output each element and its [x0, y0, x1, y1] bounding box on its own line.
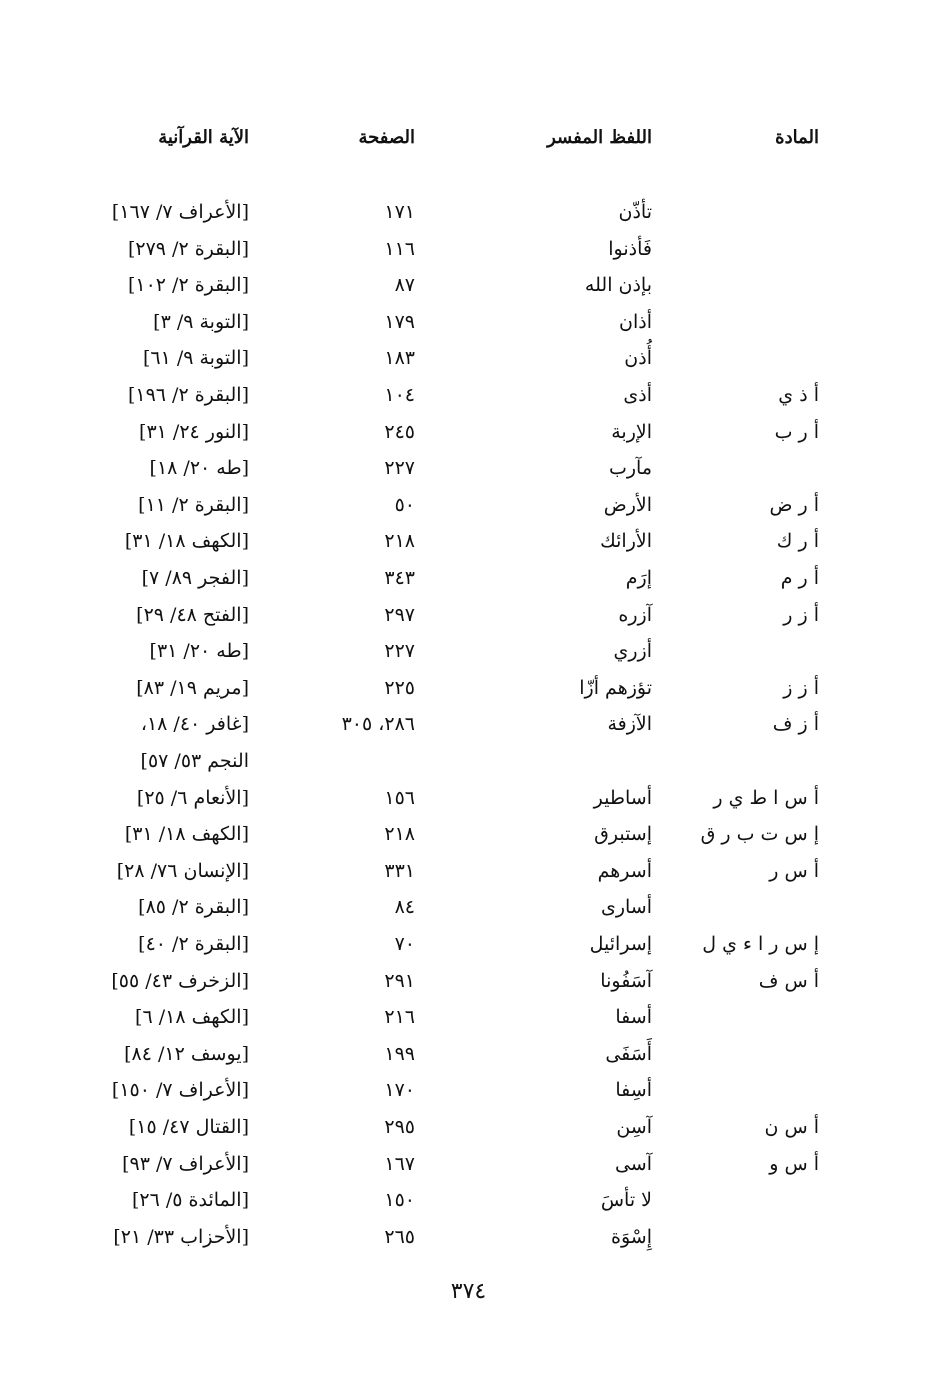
- page-cell: ٢٩١: [384, 970, 415, 992]
- page-cell: ٢٢٧: [384, 640, 415, 662]
- word-cell: أساطير: [593, 787, 652, 809]
- page-cell: ٢١٨: [384, 530, 415, 552]
- verse-cell: [مريم ١٩/ ٨٣]: [136, 677, 249, 699]
- root-cell: إ س ر ا ء ي ل: [702, 933, 819, 955]
- word-cell: آزره: [618, 604, 652, 626]
- root-cell: إ س ت ب ر ق: [700, 823, 819, 845]
- word-cell: إسرائيل: [589, 933, 652, 955]
- page-cell: ٢٦٥: [384, 1226, 415, 1248]
- page-cell: ١٧٩: [384, 311, 415, 333]
- page-cell: ٣٣١: [384, 860, 415, 882]
- verse-cell: [الأعراف ٧/ ٩٣]: [122, 1153, 249, 1175]
- word-cell: آسى: [614, 1153, 652, 1175]
- page-cell: ٢٨٦، ٣٠٥: [341, 713, 415, 735]
- header-verse: الآية القرآنية: [158, 127, 249, 148]
- verse-cell: [التوبة ٩/ ٣]: [153, 311, 249, 333]
- page-cell: ٧٠: [394, 933, 415, 955]
- word-cell: أذى: [623, 384, 652, 406]
- header-root: المادة: [775, 127, 819, 148]
- page-cell: ١٥٠: [384, 1189, 415, 1211]
- page-cell: ١٨٣: [384, 347, 415, 369]
- root-cell: أ س و: [769, 1153, 819, 1175]
- page-cell: ٢١٨: [384, 823, 415, 845]
- root-cell: أ ر ب: [774, 421, 819, 443]
- verse-cell: [الأحزاب ٣٣/ ٢١]: [113, 1226, 249, 1248]
- page-cell: ٢٤٥: [384, 421, 415, 443]
- root-cell: أ ز ف: [772, 713, 819, 735]
- root-cell: أ ز ز: [783, 677, 819, 699]
- word-cell: آسَفُونا: [600, 970, 652, 992]
- verse-cell: [الأعراف ٧/ ١٦٧]: [111, 201, 249, 223]
- verse-cell: [الكهف ١٨/ ٣١]: [124, 530, 249, 552]
- word-cell: إستبرق: [594, 823, 652, 845]
- page-cell: ١١٦: [384, 238, 415, 260]
- word-cell: بإذن الله: [584, 274, 652, 296]
- page-cell: ٢٩٧: [384, 604, 415, 626]
- page-cell: ٣٤٣: [384, 567, 415, 589]
- word-cell: أزري: [613, 640, 652, 662]
- word-cell: آسِن: [616, 1116, 652, 1138]
- word-cell: الآزفة: [607, 713, 652, 735]
- word-cell: إرَم: [625, 567, 652, 589]
- word-cell: مآرب: [608, 457, 652, 479]
- page-cell: ٢٢٥: [384, 677, 415, 699]
- page-number: ٣٧٤: [450, 1279, 487, 1304]
- verse-cell: [الإنسان ٧٦/ ٢٨]: [116, 860, 249, 882]
- verse-cell: النجم ٥٣/ ٥٧]: [140, 750, 249, 772]
- header-page: الصفحة: [358, 127, 415, 148]
- verse-cell: [البقرة ٢/ ٤٠]: [138, 933, 249, 955]
- verse-cell: [الفتح ٤٨/ ٢٩]: [136, 604, 249, 626]
- page-cell: ٥٠: [394, 494, 415, 516]
- verse-cell: [المائدة ٥/ ٢٦]: [131, 1189, 249, 1211]
- page-cell: ١٧٠: [384, 1079, 415, 1101]
- word-cell: الإربة: [611, 421, 652, 443]
- verse-cell: [الأنعام ٦/ ٢٥]: [136, 787, 249, 809]
- page-cell: ١٧١: [384, 201, 415, 223]
- verse-cell: [الكهف ١٨/ ٣١]: [124, 823, 249, 845]
- page-cell: ٨٤: [394, 896, 415, 918]
- header-word: اللفظ المفسر: [547, 127, 652, 148]
- word-cell: أسِفا: [615, 1079, 652, 1101]
- word-cell: أسارى: [600, 896, 652, 918]
- word-cell: إِسْوَة: [611, 1226, 652, 1248]
- verse-cell: [النور ٢٤/ ٣١]: [139, 421, 249, 443]
- root-cell: أ ر ض: [769, 494, 819, 516]
- page-cell: ١٥٦: [384, 787, 415, 809]
- root-cell: أ ر م: [780, 567, 819, 589]
- root-cell: أ س ر: [769, 860, 819, 882]
- word-cell: فَأذنوا: [608, 238, 652, 260]
- root-cell: أ ر ك: [776, 530, 819, 552]
- verse-cell: [يوسف ١٢/ ٨٤]: [124, 1043, 249, 1065]
- page-cell: ٢١٦: [384, 1006, 415, 1028]
- verse-cell: [الكهف ١٨/ ٦]: [135, 1006, 249, 1028]
- word-cell: لا تأسَ: [600, 1189, 652, 1211]
- verse-cell: [غافر ٤٠/ ١٨،: [140, 713, 249, 735]
- word-cell: أسفا: [615, 1006, 652, 1028]
- verse-cell: [طه ٢٠/ ١٨]: [149, 457, 249, 479]
- page-cell: ١٠٤: [384, 384, 415, 406]
- page-cell: ٨٧: [394, 274, 415, 296]
- word-cell: تؤزهم أزّا: [579, 677, 652, 699]
- word-cell: الأرض: [603, 494, 652, 516]
- root-cell: أ ز ر: [783, 604, 819, 626]
- word-cell: أسرهم: [597, 860, 652, 882]
- verse-cell: [البقرة ٢/ ١٠٢]: [127, 274, 249, 296]
- verse-cell: [الأعراف ٧/ ١٥٠]: [111, 1079, 249, 1101]
- root-cell: أ س ف: [758, 970, 819, 992]
- root-cell: أ س ا ط ي ر: [713, 787, 819, 809]
- verse-cell: [البقرة ٢/ ٢٧٩]: [127, 238, 249, 260]
- verse-cell: [طه ٢٠/ ٣١]: [149, 640, 249, 662]
- verse-cell: [البقرة ٢/ ١١]: [138, 494, 249, 516]
- word-cell: الأرائك: [600, 530, 652, 552]
- word-cell: تأذّن: [618, 201, 652, 223]
- word-cell: أُذن: [624, 347, 652, 369]
- verse-cell: [الفجر ٨٩/ ٧]: [141, 567, 249, 589]
- verse-cell: [القتال ٤٧/ ١٥]: [128, 1116, 249, 1138]
- word-cell: أَسَفَى: [605, 1043, 652, 1065]
- verse-cell: [الزخرف ٤٣/ ٥٥]: [111, 970, 249, 992]
- page-cell: ٢٢٧: [384, 457, 415, 479]
- word-cell: أذان: [619, 311, 652, 333]
- page-cell: ١٩٩: [384, 1043, 415, 1065]
- verse-cell: [التوبة ٩/ ٦١]: [142, 347, 249, 369]
- root-cell: أ ذ ي: [778, 384, 819, 406]
- root-cell: أ س ن: [764, 1116, 819, 1138]
- verse-cell: [البقرة ٢/ ٨٥]: [138, 896, 249, 918]
- verse-cell: [البقرة ٢/ ١٩٦]: [127, 384, 249, 406]
- page-cell: ١٦٧: [384, 1153, 415, 1175]
- page-cell: ٢٩٥: [384, 1116, 415, 1138]
